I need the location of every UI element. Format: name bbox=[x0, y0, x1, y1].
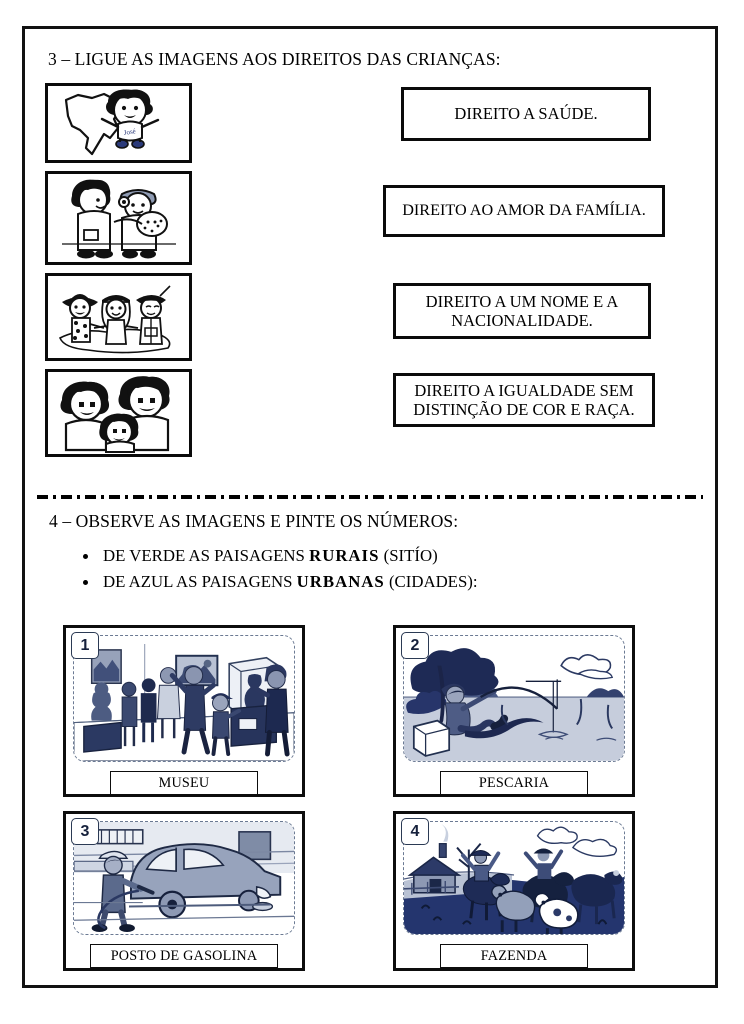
instruction-rural bbox=[81, 543, 641, 569]
instruction-urban bbox=[81, 569, 641, 595]
family-icon bbox=[48, 372, 189, 454]
right-statement-family-love[interactable]: DIREITO AO AMOR DA FAMÍLIA. bbox=[383, 185, 665, 237]
scene-caption-fazenda[interactable]: FAZENDA bbox=[440, 944, 588, 968]
scene-panel-posto-de-gasolina[interactable] bbox=[63, 811, 305, 971]
scene-panel-fazenda[interactable] bbox=[393, 811, 635, 971]
scene-panel-pescaria[interactable] bbox=[393, 625, 635, 797]
right-statement-health[interactable]: DIREITO A SAÚDE. bbox=[401, 87, 651, 141]
scene-number-1: 1 bbox=[71, 632, 99, 659]
gas-station-scene-icon bbox=[74, 822, 294, 934]
paint-instructions-list bbox=[81, 543, 641, 595]
instruction-rural-prefix: DE VERDE AS PAISAGENS bbox=[103, 546, 310, 565]
worksheet-page bbox=[22, 26, 718, 988]
fishing-scene-icon bbox=[404, 636, 624, 761]
scene-caption-pescaria[interactable]: PESCARIA bbox=[440, 771, 588, 795]
instruction-urban-keyword: URBANAS bbox=[296, 572, 385, 592]
scene-caption-museu[interactable]: MUSEU bbox=[110, 771, 258, 795]
picture-box-family[interactable] bbox=[45, 369, 192, 457]
scene-artwork-gas-station bbox=[73, 821, 295, 935]
right-statement-equality[interactable]: DIREITO A IGUALDADE SEM DISTINÇÃO DE COR E RAÇA. bbox=[393, 373, 655, 427]
rights-text-column bbox=[383, 87, 665, 427]
farm-scene-icon bbox=[404, 822, 624, 934]
three-children-cultures-icon bbox=[48, 276, 189, 358]
scene-artwork-farm bbox=[403, 821, 625, 935]
instruction-rural-suffix: (SITÍO) bbox=[379, 546, 438, 565]
picture-box-doctor-baby[interactable] bbox=[45, 171, 192, 265]
scene-number-4: 4 bbox=[401, 818, 429, 845]
scene-artwork-museum bbox=[73, 635, 295, 762]
scene-artwork-fishing bbox=[403, 635, 625, 762]
rights-picture-column bbox=[45, 83, 192, 465]
instruction-rural-keyword: RURAIS bbox=[309, 546, 380, 565]
picture-box-brazil-map-boy[interactable] bbox=[45, 83, 192, 163]
picture-box-children-cultures[interactable] bbox=[45, 273, 192, 361]
scene-caption-posto-de-gasolina[interactable]: POSTO DE GASOLINA bbox=[90, 944, 278, 968]
section-divider bbox=[37, 495, 703, 499]
boy-on-brazil-map-icon bbox=[48, 86, 189, 160]
instruction-urban-prefix: DE AZUL AS PAISAGENS bbox=[103, 572, 297, 592]
scene-number-3: 3 bbox=[71, 818, 99, 845]
museum-scene-icon bbox=[74, 636, 294, 761]
exercise-3-section bbox=[25, 29, 715, 491]
instruction-urban-suffix: (CIDADES): bbox=[384, 572, 478, 592]
scene-grid bbox=[63, 625, 677, 971]
exercise-3-heading: 3 – LIGUE AS IMAGENS AOS DIREITOS DAS CRIANÇAS: bbox=[48, 49, 501, 69]
scene-panel-museu[interactable] bbox=[63, 625, 305, 797]
doctor-examining-baby-icon bbox=[48, 174, 189, 262]
exercise-4-heading: 4 – OBSERVE AS IMAGENS E PINTE OS NÚMEROS: bbox=[49, 511, 459, 531]
svg-text:José: José bbox=[123, 127, 137, 137]
right-statement-name-nationality[interactable]: DIREITO A UM NOME E A NACIONALIDADE. bbox=[393, 283, 651, 339]
scene-number-2: 2 bbox=[401, 632, 429, 659]
